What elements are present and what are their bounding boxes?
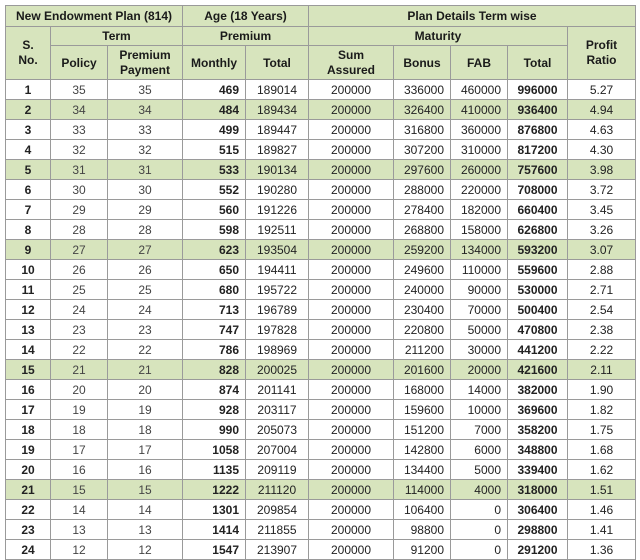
table-row: [6, 360, 636, 380]
fab-cell: 158000: [451, 220, 508, 240]
premium-payment-term-cell: 27: [108, 240, 183, 260]
bonus-cell: 142800: [394, 440, 451, 460]
profit-ratio-cell: 1.90: [568, 380, 636, 400]
bonus-cell: 159600: [394, 400, 451, 420]
monthly-premium-cell: 1135: [183, 460, 246, 480]
premium-payment-term-cell: 13: [108, 520, 183, 540]
maturity-total-cell: 708000: [508, 180, 568, 200]
policy-term-cell: 35: [51, 80, 108, 100]
total-premium-cell: 195722: [246, 280, 309, 300]
sum-assured-cell: 200000: [309, 380, 394, 400]
profit-ratio-cell: 1.75: [568, 420, 636, 440]
profit-ratio-cell: 2.22: [568, 340, 636, 360]
maturity-total-cell: 369600: [508, 400, 568, 420]
premium-payment-term-cell: 26: [108, 260, 183, 280]
endowment-plan-table: [5, 5, 636, 560]
maturity-total-cell: 348800: [508, 440, 568, 460]
table-row: [6, 280, 636, 300]
table-row: [6, 260, 636, 280]
table-row: [6, 400, 636, 420]
sum-assured-cell: 200000: [309, 480, 394, 500]
sum-assured-cell: 200000: [309, 80, 394, 100]
total-premium-cell: 205073: [246, 420, 309, 440]
sum-assured-header: [309, 46, 394, 80]
total-premium-cell: 189434: [246, 100, 309, 120]
table-row: [6, 120, 636, 140]
maturity-total-cell: 306400: [508, 500, 568, 520]
bonus-cell: 249600: [394, 260, 451, 280]
profit-ratio-cell: 1.41: [568, 520, 636, 540]
profit-ratio-cell: 1.46: [568, 500, 636, 520]
monthly-premium-cell: 1301: [183, 500, 246, 520]
policy-term-cell: 15: [51, 480, 108, 500]
sno-header-line2: No.: [18, 53, 38, 67]
maturity-total-cell: 559600: [508, 260, 568, 280]
premium-payment-term-cell: 16: [108, 460, 183, 480]
table-row: [6, 200, 636, 220]
plan-title: New Endowment Plan (814): [6, 6, 183, 27]
monthly-premium-cell: 680: [183, 280, 246, 300]
bonus-cell: 98800: [394, 520, 451, 540]
total-premium-cell: 203117: [246, 400, 309, 420]
sum-assured-cell: 200000: [309, 100, 394, 120]
total-premium-cell: 209854: [246, 500, 309, 520]
monthly-premium-cell: 1547: [183, 540, 246, 560]
maturity-total-cell: 382000: [508, 380, 568, 400]
total-premium-cell: 189447: [246, 120, 309, 140]
maturity-total-cell: 996000: [508, 80, 568, 100]
total-premium-cell: 198969: [246, 340, 309, 360]
sum-assured-cell: 200000: [309, 300, 394, 320]
fab-cell: 0: [451, 540, 508, 560]
premium-payment-term-cell: 25: [108, 280, 183, 300]
premium-payment-term-cell: 35: [108, 80, 183, 100]
table-row: [6, 380, 636, 400]
premium-payment-header: [108, 46, 183, 80]
table-row: [6, 240, 636, 260]
policy-term-cell: 20: [51, 380, 108, 400]
total-premium-cell: 197828: [246, 320, 309, 340]
bonus-header: Bonus: [394, 46, 451, 80]
maturity-total-cell: 530000: [508, 280, 568, 300]
sno-cell: 3: [6, 120, 51, 140]
bonus-cell: 297600: [394, 160, 451, 180]
maturity-total-cell: 470800: [508, 320, 568, 340]
premium-payment-term-cell: 19: [108, 400, 183, 420]
premium-payment-term-cell: 33: [108, 120, 183, 140]
policy-term-cell: 25: [51, 280, 108, 300]
monthly-premium-cell: 786: [183, 340, 246, 360]
bonus-cell: 326400: [394, 100, 451, 120]
maturity-header: Maturity: [309, 27, 568, 46]
profit-ratio-cell: 2.71: [568, 280, 636, 300]
policy-term-cell: 31: [51, 160, 108, 180]
table-row: [6, 100, 636, 120]
table-row: [6, 140, 636, 160]
premium-payment-term-cell: 17: [108, 440, 183, 460]
bonus-cell: 316800: [394, 120, 451, 140]
monthly-header: Monthly: [183, 46, 246, 80]
sno-cell: 11: [6, 280, 51, 300]
sum-assured-cell: 200000: [309, 140, 394, 160]
total-premium-cell: 190134: [246, 160, 309, 180]
fab-cell: 70000: [451, 300, 508, 320]
total-premium-cell: 192511: [246, 220, 309, 240]
sno-cell: 19: [6, 440, 51, 460]
policy-term-cell: 28: [51, 220, 108, 240]
policy-term-cell: 26: [51, 260, 108, 280]
sum-assured-cell: 200000: [309, 400, 394, 420]
fab-cell: 360000: [451, 120, 508, 140]
maturity-total-cell: 936400: [508, 100, 568, 120]
fab-cell: 182000: [451, 200, 508, 220]
maturity-total-cell: 291200: [508, 540, 568, 560]
sno-cell: 23: [6, 520, 51, 540]
sno-cell: 18: [6, 420, 51, 440]
premium-payment-term-cell: 30: [108, 180, 183, 200]
profit-ratio-cell: 3.98: [568, 160, 636, 180]
policy-term-cell: 12: [51, 540, 108, 560]
premium-header: Premium: [183, 27, 309, 46]
maturity-total-cell: 757600: [508, 160, 568, 180]
policy-term-cell: 18: [51, 420, 108, 440]
sno-cell: 17: [6, 400, 51, 420]
bonus-cell: 114000: [394, 480, 451, 500]
fab-cell: 5000: [451, 460, 508, 480]
maturity-total-cell: 441200: [508, 340, 568, 360]
sno-cell: 16: [6, 380, 51, 400]
sno-cell: 4: [6, 140, 51, 160]
maturity-total-cell: 500400: [508, 300, 568, 320]
policy-term-cell: 14: [51, 500, 108, 520]
bonus-cell: 336000: [394, 80, 451, 100]
total-premium-cell: 190280: [246, 180, 309, 200]
sno-cell: 15: [6, 360, 51, 380]
fab-cell: 410000: [451, 100, 508, 120]
premium-payment-line2: Payment: [119, 62, 171, 77]
profit-ratio-cell: 1.82: [568, 400, 636, 420]
total-premium-cell: 213907: [246, 540, 309, 560]
premium-total-header: Total: [246, 46, 309, 80]
sum-assured-cell: 200000: [309, 360, 394, 380]
sum-assured-cell: 200000: [309, 460, 394, 480]
monthly-premium-cell: 1058: [183, 440, 246, 460]
profit-ratio-cell: 3.07: [568, 240, 636, 260]
sum-assured-cell: 200000: [309, 340, 394, 360]
monthly-premium-cell: 650: [183, 260, 246, 280]
monthly-premium-cell: 1414: [183, 520, 246, 540]
total-premium-cell: 211120: [246, 480, 309, 500]
monthly-premium-cell: 1222: [183, 480, 246, 500]
fab-cell: 4000: [451, 480, 508, 500]
monthly-premium-cell: 713: [183, 300, 246, 320]
table-row: [6, 500, 636, 520]
policy-term-cell: 17: [51, 440, 108, 460]
policy-term-cell: 34: [51, 100, 108, 120]
sno-cell: 5: [6, 160, 51, 180]
profit-ratio-cell: 4.63: [568, 120, 636, 140]
monthly-premium-cell: 928: [183, 400, 246, 420]
premium-payment-term-cell: 23: [108, 320, 183, 340]
policy-term-cell: 23: [51, 320, 108, 340]
fab-cell: 0: [451, 520, 508, 540]
table-row: [6, 180, 636, 200]
fab-cell: 30000: [451, 340, 508, 360]
fab-cell: 10000: [451, 400, 508, 420]
sum-assured-cell: 200000: [309, 160, 394, 180]
profit-ratio-cell: 1.62: [568, 460, 636, 480]
total-premium-cell: 189014: [246, 80, 309, 100]
premium-payment-term-cell: 28: [108, 220, 183, 240]
maturity-total-cell: 660400: [508, 200, 568, 220]
policy-header: Policy: [51, 46, 108, 80]
total-premium-cell: 193504: [246, 240, 309, 260]
premium-payment-term-cell: 12: [108, 540, 183, 560]
monthly-premium-cell: 828: [183, 360, 246, 380]
profit-ratio-header: [568, 27, 636, 80]
fab-cell: 6000: [451, 440, 508, 460]
bonus-cell: 91200: [394, 540, 451, 560]
sum-assured-cell: 200000: [309, 120, 394, 140]
monthly-premium-cell: 747: [183, 320, 246, 340]
sum-assured-line2: Assured: [326, 62, 376, 77]
monthly-premium-cell: 990: [183, 420, 246, 440]
premium-payment-term-cell: 31: [108, 160, 183, 180]
bonus-cell: 307200: [394, 140, 451, 160]
endowment-plan-table-container: [5, 5, 636, 560]
monthly-premium-cell: 515: [183, 140, 246, 160]
table-body: [6, 80, 636, 560]
premium-payment-term-cell: 22: [108, 340, 183, 360]
profit-ratio-cell: 3.45: [568, 200, 636, 220]
table-row: [6, 320, 636, 340]
premium-payment-term-cell: 21: [108, 360, 183, 380]
sum-assured-cell: 200000: [309, 260, 394, 280]
table-row: [6, 220, 636, 240]
profit-ratio-cell: 2.88: [568, 260, 636, 280]
sno-cell: 21: [6, 480, 51, 500]
fab-cell: 220000: [451, 180, 508, 200]
premium-payment-term-cell: 20: [108, 380, 183, 400]
policy-term-cell: 30: [51, 180, 108, 200]
policy-term-cell: 22: [51, 340, 108, 360]
sum-assured-cell: 200000: [309, 500, 394, 520]
total-premium-cell: 201141: [246, 380, 309, 400]
profit-ratio-cell: 2.38: [568, 320, 636, 340]
bonus-cell: 151200: [394, 420, 451, 440]
monthly-premium-cell: 874: [183, 380, 246, 400]
premium-payment-line1: Premium: [119, 47, 171, 62]
total-premium-cell: 200025: [246, 360, 309, 380]
bonus-cell: 278400: [394, 200, 451, 220]
premium-payment-term-cell: 24: [108, 300, 183, 320]
sno-cell: 7: [6, 200, 51, 220]
premium-payment-term-cell: 34: [108, 100, 183, 120]
monthly-premium-cell: 598: [183, 220, 246, 240]
monthly-premium-cell: 552: [183, 180, 246, 200]
sno-cell: 8: [6, 220, 51, 240]
fab-cell: 7000: [451, 420, 508, 440]
bonus-cell: 268800: [394, 220, 451, 240]
fab-cell: 90000: [451, 280, 508, 300]
sno-cell: 24: [6, 540, 51, 560]
sno-cell: 2: [6, 100, 51, 120]
profit-ratio-line2: Ratio: [586, 53, 617, 67]
bonus-cell: 240000: [394, 280, 451, 300]
fab-header: FAB: [451, 46, 508, 80]
sum-assured-cell: 200000: [309, 320, 394, 340]
profit-ratio-line1: Profit: [585, 38, 618, 52]
maturity-total-cell: 593200: [508, 240, 568, 260]
sum-assured-cell: 200000: [309, 280, 394, 300]
policy-term-cell: 29: [51, 200, 108, 220]
premium-payment-term-cell: 32: [108, 140, 183, 160]
sno-cell: 20: [6, 460, 51, 480]
premium-payment-term-cell: 15: [108, 480, 183, 500]
maturity-total-cell: 298800: [508, 520, 568, 540]
sno-header-line1: S.: [22, 38, 34, 52]
fab-cell: 134000: [451, 240, 508, 260]
table-row: [6, 520, 636, 540]
maturity-total-cell: 626800: [508, 220, 568, 240]
bonus-cell: 106400: [394, 500, 451, 520]
maturity-total-cell: 421600: [508, 360, 568, 380]
table-row: [6, 460, 636, 480]
bonus-cell: 134400: [394, 460, 451, 480]
monthly-premium-cell: 533: [183, 160, 246, 180]
total-premium-cell: 189827: [246, 140, 309, 160]
profit-ratio-cell: 1.36: [568, 540, 636, 560]
bonus-cell: 201600: [394, 360, 451, 380]
age-title: Age (18 Years): [183, 6, 309, 27]
fab-cell: 260000: [451, 160, 508, 180]
fab-cell: 50000: [451, 320, 508, 340]
table-row: [6, 540, 636, 560]
sno-cell: 12: [6, 300, 51, 320]
sno-cell: 6: [6, 180, 51, 200]
sum-assured-line1: Sum: [337, 47, 364, 62]
profit-ratio-cell: 5.27: [568, 80, 636, 100]
total-premium-cell: 211855: [246, 520, 309, 540]
total-premium-cell: 209119: [246, 460, 309, 480]
maturity-total-header: Total: [508, 46, 568, 80]
sum-assured-cell: 200000: [309, 180, 394, 200]
fab-cell: 310000: [451, 140, 508, 160]
sno-cell: 1: [6, 80, 51, 100]
maturity-total-cell: 876800: [508, 120, 568, 140]
term-header: Term: [51, 27, 183, 46]
policy-term-cell: 13: [51, 520, 108, 540]
sum-assured-cell: 200000: [309, 520, 394, 540]
monthly-premium-cell: 499: [183, 120, 246, 140]
policy-term-cell: 32: [51, 140, 108, 160]
profit-ratio-cell: 4.94: [568, 100, 636, 120]
profit-ratio-cell: 3.26: [568, 220, 636, 240]
table-row: [6, 440, 636, 460]
policy-term-cell: 16: [51, 460, 108, 480]
profit-ratio-cell: 2.54: [568, 300, 636, 320]
policy-term-cell: 33: [51, 120, 108, 140]
profit-ratio-cell: 4.30: [568, 140, 636, 160]
sno-cell: 9: [6, 240, 51, 260]
table-row: [6, 480, 636, 500]
sno-cell: 13: [6, 320, 51, 340]
fab-cell: 110000: [451, 260, 508, 280]
bonus-cell: 220800: [394, 320, 451, 340]
sum-assured-cell: 200000: [309, 240, 394, 260]
sno-cell: 14: [6, 340, 51, 360]
monthly-premium-cell: 560: [183, 200, 246, 220]
maturity-total-cell: 339400: [508, 460, 568, 480]
fab-cell: 460000: [451, 80, 508, 100]
table-row: [6, 340, 636, 360]
profit-ratio-cell: 3.72: [568, 180, 636, 200]
total-premium-cell: 191226: [246, 200, 309, 220]
bonus-cell: 259200: [394, 240, 451, 260]
maturity-total-cell: 358200: [508, 420, 568, 440]
premium-payment-term-cell: 18: [108, 420, 183, 440]
profit-ratio-cell: 1.51: [568, 480, 636, 500]
bonus-cell: 168000: [394, 380, 451, 400]
maturity-total-cell: 318000: [508, 480, 568, 500]
sno-header: [6, 27, 51, 80]
bonus-cell: 230400: [394, 300, 451, 320]
sno-cell: 10: [6, 260, 51, 280]
fab-cell: 14000: [451, 380, 508, 400]
bonus-cell: 288000: [394, 180, 451, 200]
sum-assured-cell: 200000: [309, 440, 394, 460]
sno-cell: 22: [6, 500, 51, 520]
monthly-premium-cell: 469: [183, 80, 246, 100]
profit-ratio-cell: 1.68: [568, 440, 636, 460]
table-header: [6, 6, 636, 80]
monthly-premium-cell: 623: [183, 240, 246, 260]
fab-cell: 0: [451, 500, 508, 520]
monthly-premium-cell: 484: [183, 100, 246, 120]
fab-cell: 20000: [451, 360, 508, 380]
premium-payment-term-cell: 14: [108, 500, 183, 520]
table-row: [6, 420, 636, 440]
maturity-total-cell: 817200: [508, 140, 568, 160]
policy-term-cell: 24: [51, 300, 108, 320]
total-premium-cell: 196789: [246, 300, 309, 320]
table-row: [6, 300, 636, 320]
policy-term-cell: 21: [51, 360, 108, 380]
sum-assured-cell: 200000: [309, 200, 394, 220]
premium-payment-term-cell: 29: [108, 200, 183, 220]
total-premium-cell: 194411: [246, 260, 309, 280]
sum-assured-cell: 200000: [309, 540, 394, 560]
details-title: Plan Details Term wise: [309, 6, 636, 27]
profit-ratio-cell: 2.11: [568, 360, 636, 380]
policy-term-cell: 19: [51, 400, 108, 420]
sum-assured-cell: 200000: [309, 220, 394, 240]
table-row: [6, 80, 636, 100]
sum-assured-cell: 200000: [309, 420, 394, 440]
policy-term-cell: 27: [51, 240, 108, 260]
bonus-cell: 211200: [394, 340, 451, 360]
table-row: [6, 160, 636, 180]
total-premium-cell: 207004: [246, 440, 309, 460]
